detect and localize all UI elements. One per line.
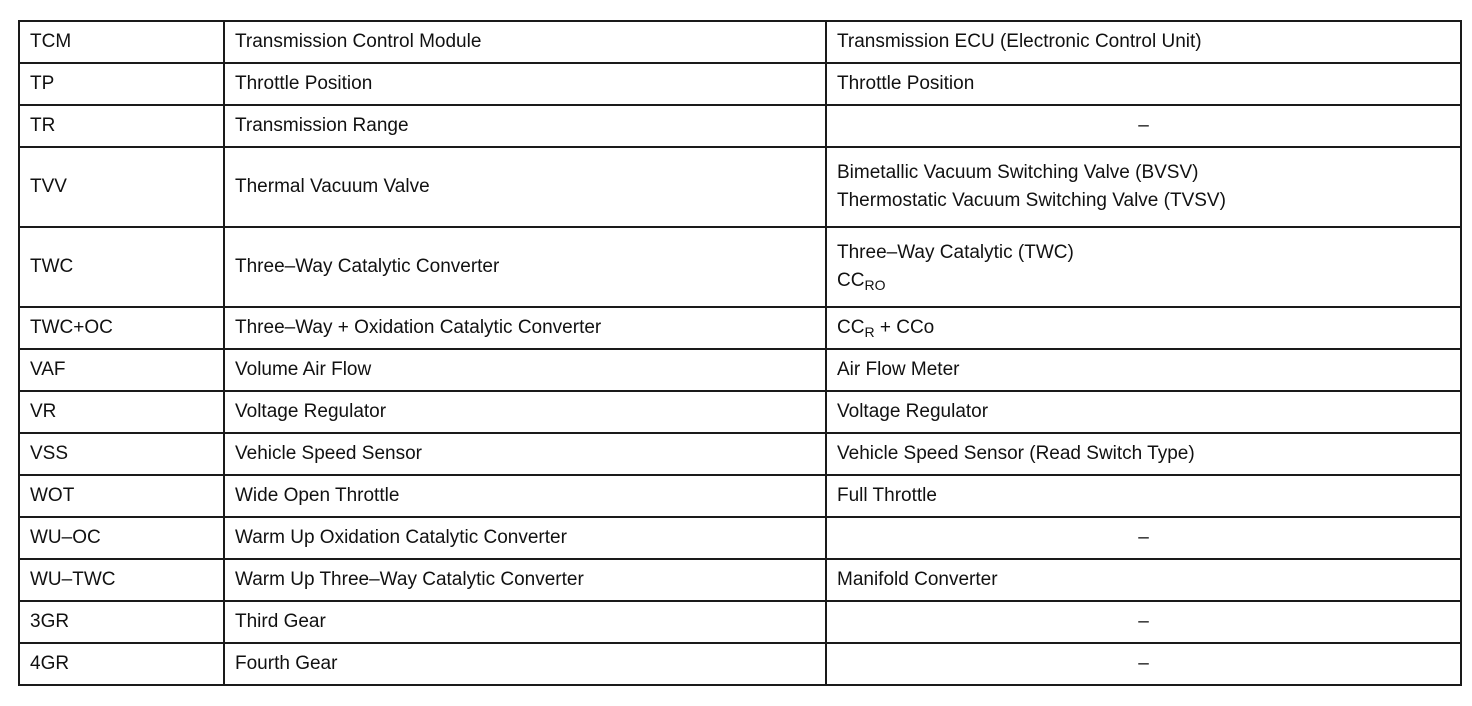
former-name-cell: [826, 307, 1461, 349]
table-row: [19, 147, 1461, 227]
term-cell: Fourth Gear: [224, 643, 826, 685]
term-cell: Transmission Control Module: [224, 21, 826, 63]
table-row: [19, 433, 1461, 475]
table-row: [19, 643, 1461, 685]
term-cell: Warm Up Three–Way Catalytic Converter: [224, 559, 826, 601]
former-name-cell: Transmission ECU (Electronic Control Unit): [826, 21, 1461, 63]
former-name-cell: [826, 147, 1461, 227]
term-cell: Three–Way + Oxidation Catalytic Converter: [224, 307, 826, 349]
former-name-main-text: CC: [837, 317, 865, 338]
former-name-subscript: RO: [864, 277, 886, 293]
term-cell: Vehicle Speed Sensor: [224, 433, 826, 475]
former-name-line: Bimetallic Vacuum Switching Valve (BVSV): [837, 162, 1199, 183]
table-row: [19, 601, 1461, 643]
former-name-line: Thermostatic Vacuum Switching Valve (TVSV): [837, 190, 1226, 211]
table-row: [19, 105, 1461, 147]
term-cell: Voltage Regulator: [224, 391, 826, 433]
abbreviation-cell: TP: [19, 63, 224, 105]
former-name-line: Three–Way Catalytic (TWC): [837, 242, 1074, 263]
term-cell: Three–Way Catalytic Converter: [224, 227, 826, 307]
abbreviation-cell: WU–OC: [19, 517, 224, 559]
table-row: [19, 391, 1461, 433]
former-name-cell: Air Flow Meter: [826, 349, 1461, 391]
former-name-cell: Throttle Position: [826, 63, 1461, 105]
term-cell: Throttle Position: [224, 63, 826, 105]
term-cell: Transmission Range: [224, 105, 826, 147]
former-name-cell: –: [826, 105, 1461, 147]
former-name-subscript: R: [864, 324, 875, 340]
former-name-cell: Manifold Converter: [826, 559, 1461, 601]
table-row: [19, 559, 1461, 601]
abbreviation-cell: VSS: [19, 433, 224, 475]
abbreviation-table: [18, 20, 1462, 686]
abbreviation-cell: 3GR: [19, 601, 224, 643]
table-row: [19, 63, 1461, 105]
table-row: [19, 21, 1461, 63]
former-name-cell: –: [826, 517, 1461, 559]
table-row: [19, 227, 1461, 307]
abbreviation-cell: TR: [19, 105, 224, 147]
abbreviation-cell: WU–TWC: [19, 559, 224, 601]
former-name-cell: –: [826, 601, 1461, 643]
table-row: [19, 517, 1461, 559]
table-row: [19, 475, 1461, 517]
abbreviation-cell: TCM: [19, 21, 224, 63]
former-name-cell: Full Throttle: [826, 475, 1461, 517]
table-row: [19, 307, 1461, 349]
former-name-line: [837, 267, 1450, 295]
former-name-cell: Vehicle Speed Sensor (Read Switch Type): [826, 433, 1461, 475]
former-name-main-text: CC: [837, 270, 865, 291]
former-name-cell: –: [826, 643, 1461, 685]
term-cell: Wide Open Throttle: [224, 475, 826, 517]
abbreviation-cell: WOT: [19, 475, 224, 517]
former-name-cell: [826, 227, 1461, 307]
term-cell: Third Gear: [224, 601, 826, 643]
former-name-cell: Voltage Regulator: [826, 391, 1461, 433]
term-cell: Warm Up Oxidation Catalytic Converter: [224, 517, 826, 559]
term-cell: Thermal Vacuum Valve: [224, 147, 826, 227]
abbreviation-cell: VR: [19, 391, 224, 433]
abbreviation-cell: VAF: [19, 349, 224, 391]
former-name-rest-text: + CCo: [874, 317, 935, 338]
table-row: [19, 349, 1461, 391]
term-cell: Volume Air Flow: [224, 349, 826, 391]
abbreviation-cell: TVV: [19, 147, 224, 227]
abbreviation-cell: 4GR: [19, 643, 224, 685]
abbreviation-cell: TWC+OC: [19, 307, 224, 349]
abbreviation-cell: TWC: [19, 227, 224, 307]
